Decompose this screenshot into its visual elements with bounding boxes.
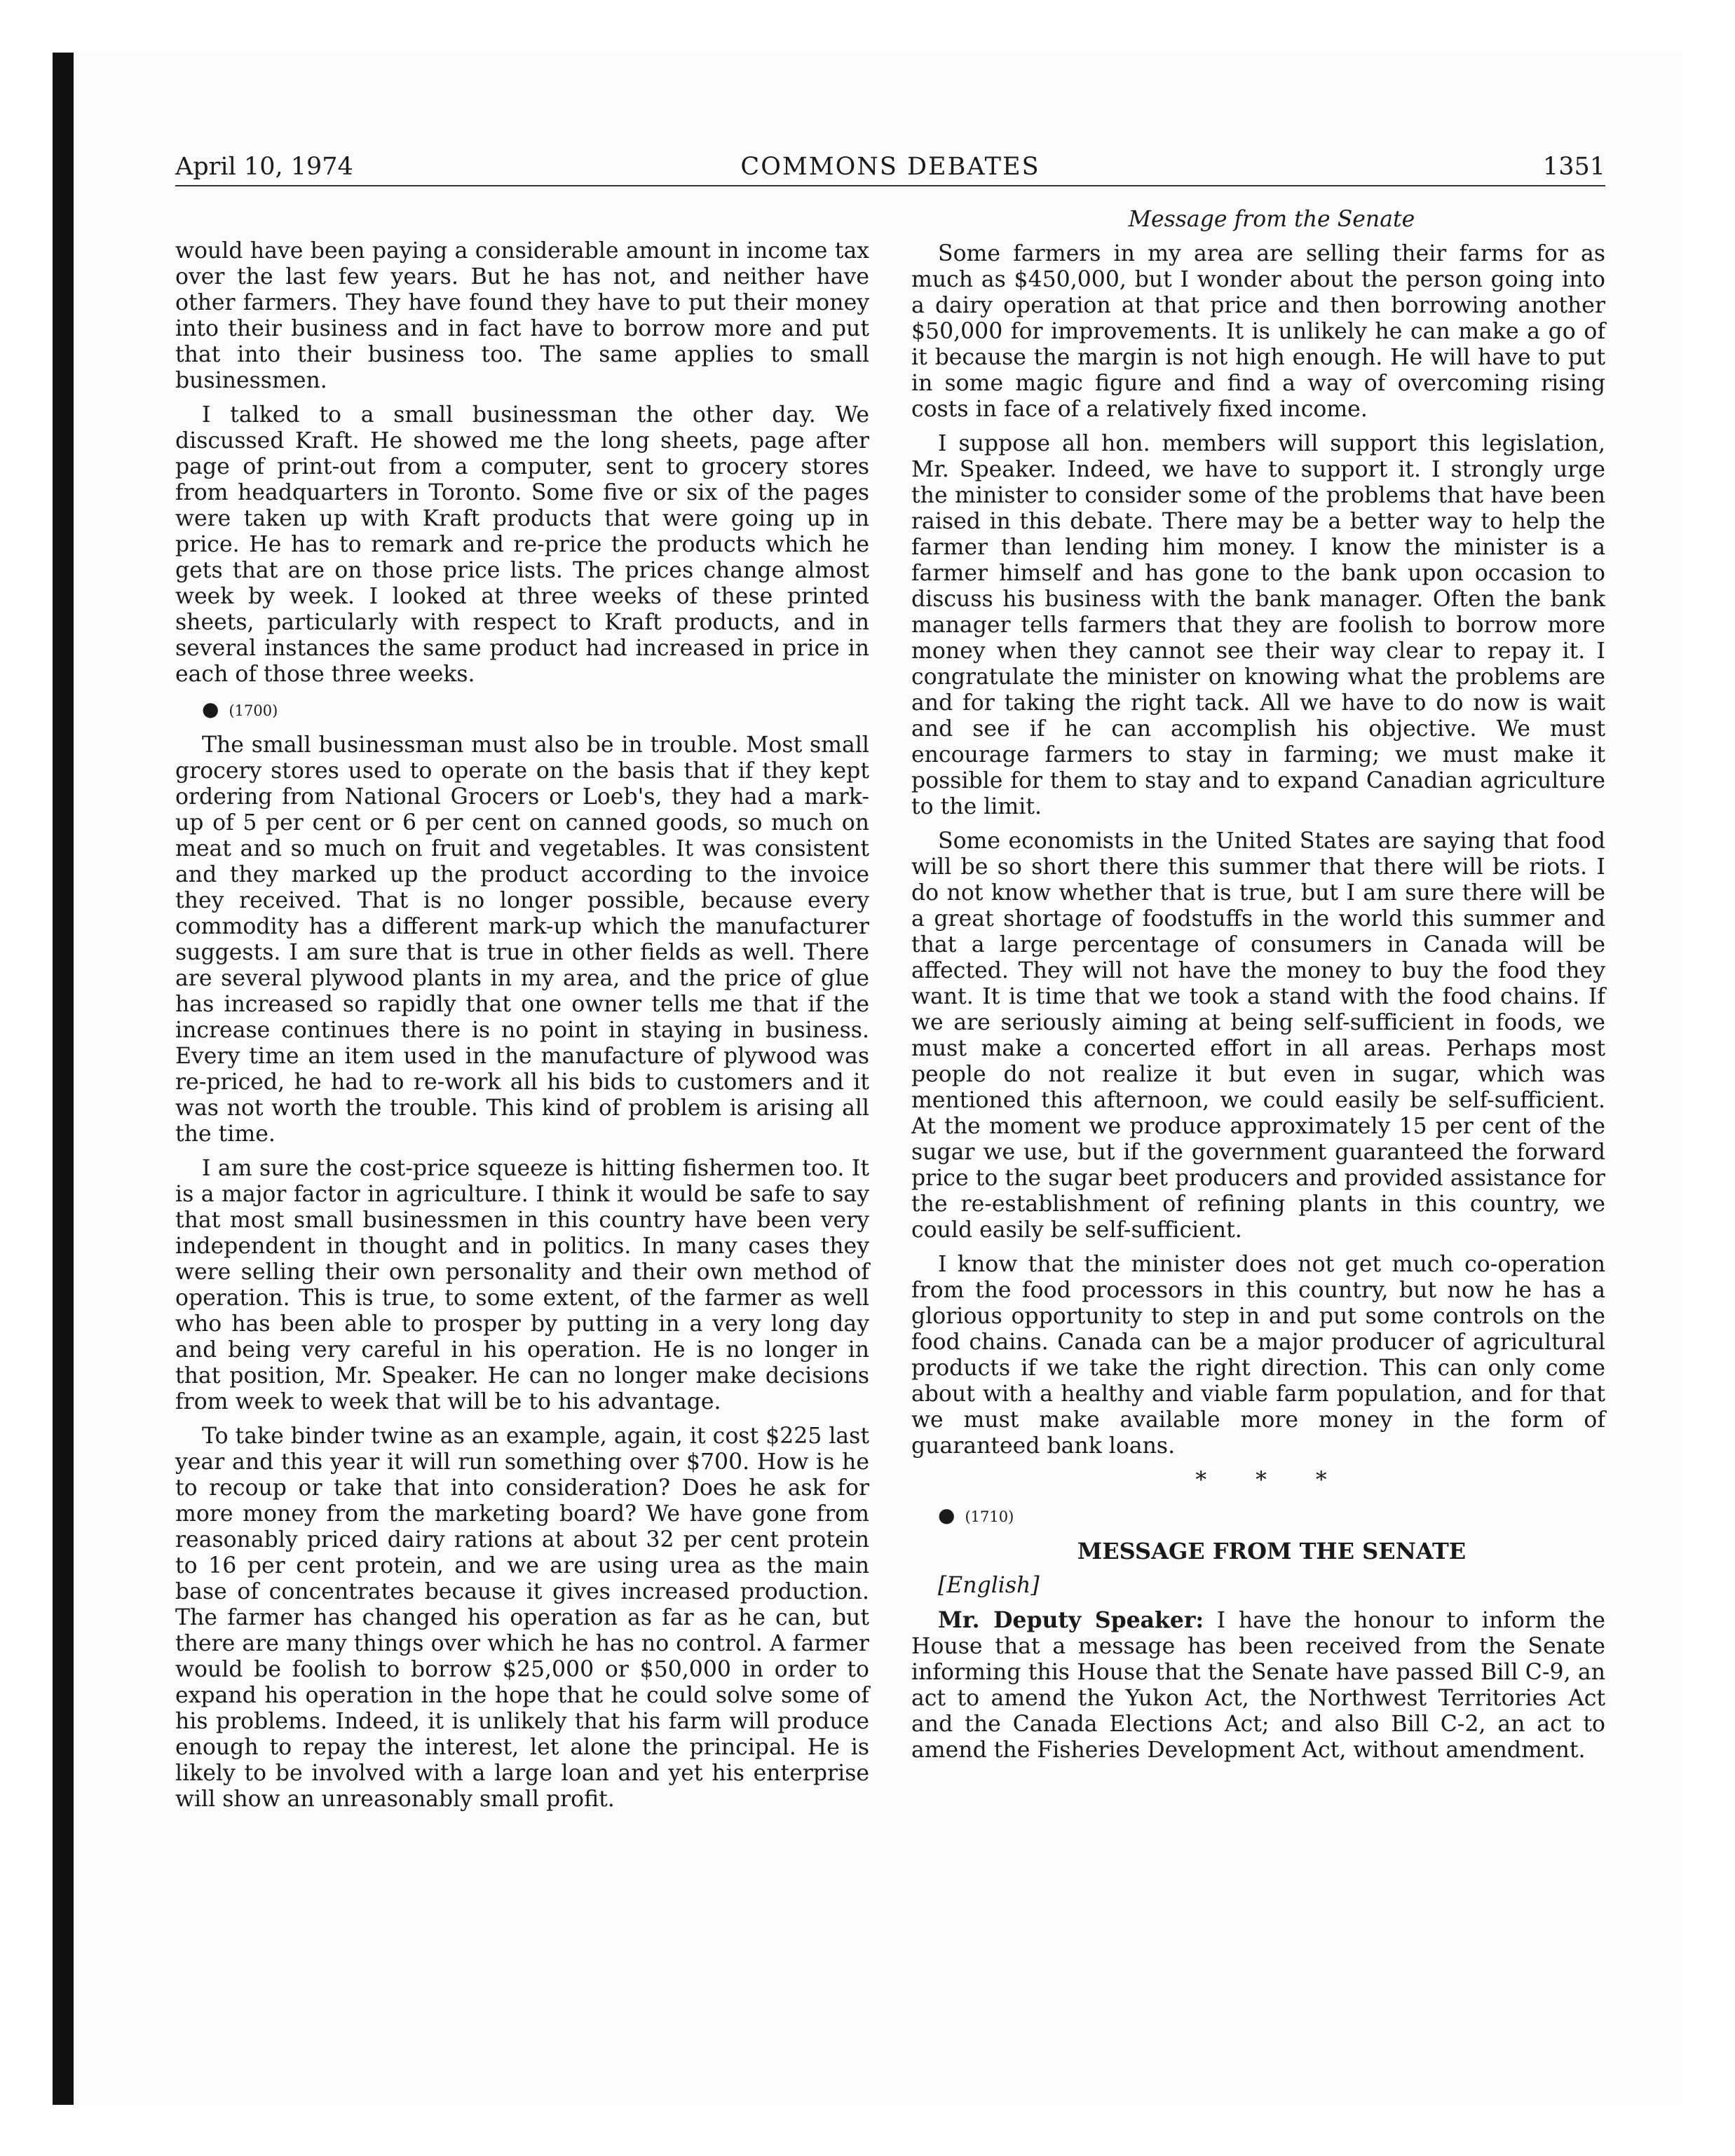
header-rule [175,185,1605,186]
paragraph [911,1607,1605,1763]
paragraph: I talked to a small businessman the other day. We discussed Kraft. He showed me the long sheets, page after page of print-out from a computer, sent to grocery stores from headquarters in Toronto. Some five or six of the pages were taken up with Kraft products that were going up in price. He has to remark and re-price the products which he gets that are on those price lists. The prices change almost week by week. I looked at three weeks of these printed sheets, particularly with respect to Kraft products, and in several instances the same product had increased in price in each of those three weeks. [175,402,869,687]
running-head: Message from the Senate [1128,207,1415,232]
language-tag: [English] [938,1573,1040,1598]
paragraph: The small businessman must also be in trouble. Most small grocery stores used to operate on the basis that if they kept ordering from National Grocers or Loeb's, they had a mark-up of 5 per cent or 6 per cent on canned goods, so much on meat and so much on fruit and vegetables. It was consistent and they marked up the product according to the invoice they received. That is no longer possible, because every commodity has a different mark-up which the manufacturer suggests. I am sure that is true in other fields as well. There are several plywood plants in my area, and the price of glue has increased so rapidly that one owner tells me that if the increase continues there is no point in staying in business. Every time an item used in the manufacture of plywood was re-priced, he had to re-work all his bids to customers and it was not worth the trouble. This kind of problem is arising all the time. [175,732,869,1147]
speaker-name: Mr. Deputy Speaker: [938,1607,1204,1633]
scan-binding-edge [53,53,74,2105]
header-title: COMMONS DEBATES [740,153,1040,181]
header-date: April 10, 1974 [175,153,353,181]
paragraph: I know that the minister does not get much co-operation from the food processors in this country, but now he has a glorious opportunity to step in and put some controls on the food chains. Canada can be a major producer of agricultural products if we take the right direction. This can only come about with a healthy and viable farm population, and for that we must make available more money in the form of guaranteed bank loans. [911,1252,1605,1459]
bullet-icon: ● [938,1503,955,1527]
time-marker-label: (1710) [965,1508,1014,1525]
paragraph: To take binder twine as an example, again, it cost $225 last year and this year it will run something over $700. How is he to recoup or take that into consideration? Does he ask for more money from the marketing board? We have gone from reasonably priced dairy rations at about 32 per cent protein to 16 per cent protein, and we are using urea as the main base of concentrates because it gives increased production. The farmer has changed his operation as far as he can, but there are many things over which he has no control. A farmer would be foolish to borrow $25,000 or $50,000 in order to expand his operation in the hope that he could solve some of his problems. Indeed, it is unlikely that his farm will produce enough to repay the interest, let alone the principal. He is likely to be involved with a large loan and yet his enterprise will show an unreasonably small profit. [175,1424,869,1812]
section-heading: MESSAGE FROM THE SENATE [1077,1538,1467,1564]
right-column [911,207,1605,1772]
time-marker [911,1502,1605,1530]
time-marker [175,696,869,724]
header-page-number: 1351 [1542,153,1605,181]
page-header [175,149,1605,185]
speech-text: I have the honour to inform the House that a message has been received from the Senate informing this House that the Senate have passed Bill C-9, an act to amend the Yukon Act, the Northwest Territories Act and the Canada Elections Act; and also Bill C-2, an act to amend the Fisheries Development Act, without amendment. [911,1608,1605,1763]
bullet-icon: ● [202,697,219,721]
time-marker-label: (1700) [229,702,278,719]
left-column [175,238,869,1821]
paragraph: I am sure the cost-price squeeze is hitting fishermen too. It is a major factor in agriculture. I think it would be safe to say that most small businessmen in this country have been very independent in thought and in politics. In many cases they were selling their own personality and their own method of operation. This is true, to some extent, of the farmer as well who has been able to prosper by putting in a very long day and being very careful in his operation. He is no longer in that position, Mr. Speaker. He can no longer make decisions from week to week that will be to his advantage. [175,1156,869,1414]
paragraph: would have been paying a considerable amount in income tax over the last few years. But he has not, and neither have other farmers. They have found they have to put their money into their business and in fact have to borrow more and put that into their business too. The same applies to small businessmen. [175,238,869,393]
section-separator: * * * [1195,1468,1348,1493]
paragraph: Some economists in the United States are saying that food will be so short there this summer that there will be riots. I do not know whether that is true, but I am sure there will be a great shortage of foodstuffs in the world this summer and that a large percentage of consumers in Canada will be affected. They will not have the money to buy the food they want. It is time that we took a stand with the food chains. If we are seriously aiming at being self-sufficient in foods, we must make a concerted effort in all areas. Perhaps most people do not realize it but even in sugar, which was mentioned this afternoon, we could easily be self-sufficient. At the moment we produce approximately 15 per cent of the sugar we use, but if the government guaranteed the forward price to the sugar beet producers and provided assistance for the re-establishment of refining plants in this country, we could easily be self-sufficient. [911,828,1605,1243]
paragraph: Some farmers in my area are selling their farms for as much as $450,000, but I wonder about the person going into a dairy operation at that price and then borrowing another $50,000 for improvements. It is unlikely he can make a go of it because the margin is not high enough. He will have to put in some magic figure and find a way of overcoming rising costs in face of a relatively fixed income. [911,241,1605,422]
paragraph: I suppose all hon. members will support this legislation, Mr. Speaker. Indeed, we have to support it. I strongly urge the minister to consider some of the problems that have been raised in this debate. There may be a better way to help the farmer than lending him money. I know the minister is a farmer himself and has gone to the bank upon occasion to discuss his business with the bank manager. Often the bank manager tells farmers that they are foolish to borrow more money when they cannot see their way clear to repay it. I congratulate the minister on knowing what the problems are and for taking the right tack. All we have to do now is wait and see if he can accomplish his objective. We must encourage farmers to stay in farming; we must make it possible for them to stay and to expand Canadian agriculture to the limit. [911,431,1605,819]
